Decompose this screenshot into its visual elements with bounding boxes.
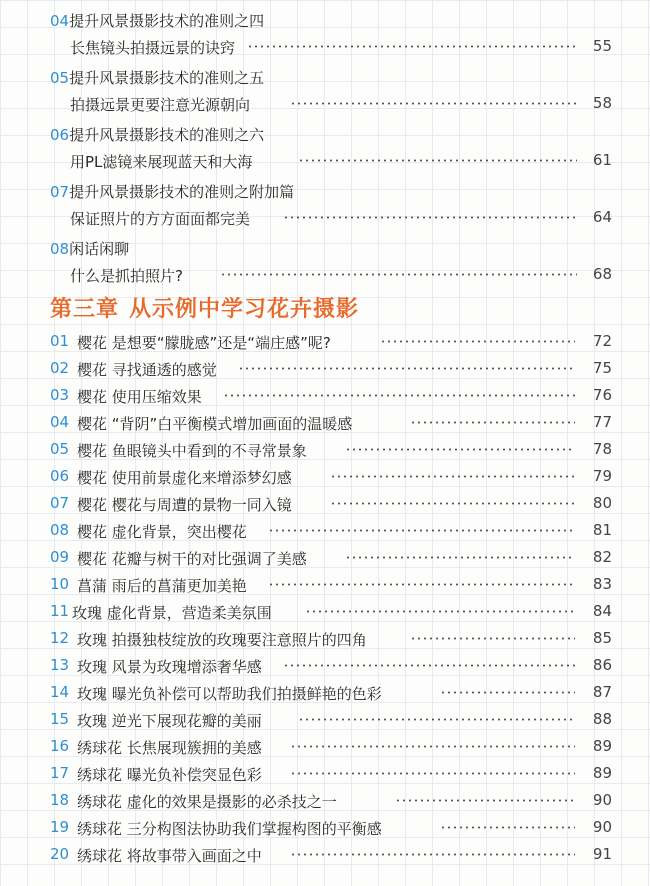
entry-number: 07 — [50, 494, 70, 512]
entry-number: 17 — [50, 764, 70, 782]
entry-number: 12 — [50, 629, 70, 647]
page-number: 84 — [592, 602, 612, 620]
page-number: 83 — [592, 575, 612, 593]
toc-entry[interactable] — [0, 411, 650, 438]
page-number: 82 — [592, 548, 612, 566]
leader-dots — [330, 502, 575, 505]
toc-entry[interactable] — [0, 465, 650, 492]
page-number: 89 — [592, 764, 612, 782]
entry-title: 樱花 花瓣与树干的对比强调了美感 — [77, 550, 307, 568]
page-number: 64 — [592, 208, 612, 226]
leader-dots — [290, 772, 575, 775]
page-number: 72 — [592, 332, 612, 350]
chapter-heading — [50, 292, 369, 323]
page-number: 76 — [592, 386, 612, 404]
entry-title: 绣球花 曝光负补偿突显色彩 — [77, 766, 262, 784]
leader-dots — [220, 273, 577, 276]
entry-title: 绣球花 三分构图法协助我们掌握构图的平衡感 — [77, 820, 382, 838]
toc-entry[interactable] — [0, 654, 650, 681]
toc-entry[interactable] — [0, 681, 650, 708]
leader-dots — [410, 421, 575, 424]
toc-entry[interactable] — [0, 120, 650, 178]
chapter-label: 第三章 — [50, 297, 120, 322]
entry-heading: 闲话闲聊 — [69, 240, 130, 258]
entry-number: 14 — [50, 683, 70, 701]
leader-dots — [440, 826, 575, 829]
entry-title: 长焦镜头拍摄远景的诀窍 — [70, 39, 236, 57]
toc-entry[interactable] — [0, 816, 650, 843]
entry-title: 樱花 “背阴”白平衡模式增加画面的温暖感 — [77, 415, 353, 433]
toc-entry[interactable] — [0, 63, 650, 121]
entry-title: 樱花 虚化背景，突出樱花 — [77, 523, 247, 541]
entry-title: 樱花 是想要“朦胧感”还是“端庄感”呢? — [77, 334, 331, 352]
toc-entry[interactable] — [0, 762, 650, 789]
page-number: 86 — [592, 656, 612, 674]
page-number: 89 — [592, 737, 612, 755]
toc-entry[interactable] — [0, 573, 650, 600]
page-number: 85 — [592, 629, 612, 647]
entry-number: 02 — [50, 359, 70, 377]
page-number: 68 — [592, 265, 612, 283]
entry-title: 玫瑰 风景为玫瑰增添奢华感 — [77, 658, 262, 676]
toc-entry[interactable] — [0, 384, 650, 411]
toc-entry[interactable] — [0, 6, 650, 64]
entry-heading: 提升风景摄影技术的准则之六 — [69, 126, 265, 144]
entry-title: 樱花 鱼眼镜头中看到的不寻常景象 — [77, 442, 307, 460]
toc-entry[interactable] — [0, 330, 650, 357]
toc-entry[interactable] — [0, 177, 650, 235]
entry-heading: 提升风景摄影技术的准则之五 — [69, 69, 265, 87]
page-number: 61 — [592, 151, 612, 169]
page-number: 88 — [592, 710, 612, 728]
leader-dots — [330, 475, 575, 478]
page-number: 75 — [592, 359, 612, 377]
leader-dots — [395, 799, 575, 802]
leader-dots — [268, 529, 575, 532]
entry-number: 13 — [50, 656, 70, 674]
toc-entry[interactable] — [0, 492, 650, 519]
toc-entry[interactable] — [0, 843, 650, 870]
leader-dots — [283, 664, 575, 667]
entry-number: 01 — [50, 332, 70, 350]
entry-number: 18 — [50, 791, 70, 809]
page-number: 78 — [592, 440, 612, 458]
entry-heading: 提升风景摄影技术的准则之四 — [69, 12, 265, 30]
entry-title: 樱花 使用前景虚化来增添梦幻感 — [77, 469, 292, 487]
leader-dots — [345, 556, 575, 559]
entry-number: 10 — [50, 575, 70, 593]
leader-dots — [410, 637, 575, 640]
entry-title: 绣球花 虚化的效果是摄影的必杀技之一 — [77, 793, 337, 811]
leader-dots — [290, 745, 575, 748]
leader-dots — [238, 367, 575, 370]
entry-number: 08 — [50, 521, 70, 539]
toc-entry[interactable] — [0, 708, 650, 735]
entry-title: 绣球花 长焦展现簇拥的美感 — [77, 739, 262, 757]
page-number: 81 — [592, 521, 612, 539]
toc-entry[interactable] — [0, 546, 650, 573]
entry-title: 玫瑰 逆光下展现花瓣的美丽 — [77, 712, 262, 730]
entry-title: 玫瑰 曝光负补偿可以帮助我们拍摄鲜艳的色彩 — [77, 685, 382, 703]
entry-title: 樱花 寻找通透的感觉 — [77, 361, 217, 379]
leader-dots — [380, 340, 575, 343]
entry-number: 04 — [50, 12, 70, 30]
leader-dots — [283, 216, 577, 219]
page-number: 91 — [592, 845, 612, 863]
leader-dots — [298, 718, 575, 721]
entry-title: 樱花 使用压缩效果 — [77, 388, 202, 406]
toc-entry[interactable] — [0, 357, 650, 384]
toc-entry[interactable] — [0, 735, 650, 762]
entry-title: 玫瑰 拍摄独枝绽放的玫瑰要注意照片的四角 — [77, 631, 367, 649]
entry-title: 玫瑰 虚化背景，营造柔美氛围 — [72, 604, 272, 622]
leader-dots — [345, 448, 575, 451]
entry-title: 樱花 樱花与周遭的景物一同入镜 — [77, 496, 292, 514]
chapter-title: 从示例中学习花卉摄影 — [129, 297, 360, 322]
entry-number: 03 — [50, 386, 70, 404]
leader-dots — [298, 159, 577, 162]
entry-title: 什么是抓拍照片? — [70, 267, 183, 285]
page-number: 55 — [592, 37, 612, 55]
entry-title: 拍摄远景更要注意光源朝向 — [70, 96, 251, 114]
entry-number: 05 — [50, 69, 70, 87]
entry-number: 07 — [50, 183, 70, 201]
entry-title: 绣球花 将故事带入画面之中 — [77, 847, 262, 865]
entry-number: 09 — [50, 548, 70, 566]
leader-dots — [290, 853, 575, 856]
entry-title: 用PL滤镜来展现蓝天和大海 — [70, 153, 253, 171]
page-number: 90 — [592, 818, 612, 836]
entry-number: 08 — [50, 240, 70, 258]
page-number: 79 — [592, 467, 612, 485]
toc-entry[interactable] — [0, 234, 650, 292]
entry-title: 保证照片的方方面面都完美 — [70, 210, 251, 228]
entry-number: 04 — [50, 413, 70, 431]
entry-title: 菖蒲 雨后的菖蒲更加美艳 — [77, 577, 247, 595]
toc-entry[interactable] — [0, 627, 650, 654]
entry-number: 06 — [50, 467, 70, 485]
page-number: 58 — [592, 94, 612, 112]
leader-dots — [290, 102, 577, 105]
entry-number: 19 — [50, 818, 70, 836]
entry-number: 05 — [50, 440, 70, 458]
entry-heading: 提升风景摄影技术的准则之附加篇 — [69, 183, 295, 201]
toc-entry[interactable] — [0, 438, 650, 465]
entry-number: 15 — [50, 710, 70, 728]
toc-entry[interactable] — [0, 789, 650, 816]
leader-dots — [305, 610, 575, 613]
leader-dots — [223, 394, 575, 397]
page-number: 90 — [592, 791, 612, 809]
leader-dots — [268, 583, 575, 586]
entry-number: 11 — [50, 602, 70, 620]
page-number: 77 — [592, 413, 612, 431]
toc-entry[interactable] — [0, 600, 650, 627]
entry-number: 16 — [50, 737, 70, 755]
leader-dots — [440, 691, 575, 694]
entry-number: 06 — [50, 126, 70, 144]
page-number: 87 — [592, 683, 612, 701]
entry-number: 20 — [50, 845, 70, 863]
toc-entry[interactable] — [0, 519, 650, 546]
page-number: 80 — [592, 494, 612, 512]
leader-dots — [247, 45, 577, 48]
